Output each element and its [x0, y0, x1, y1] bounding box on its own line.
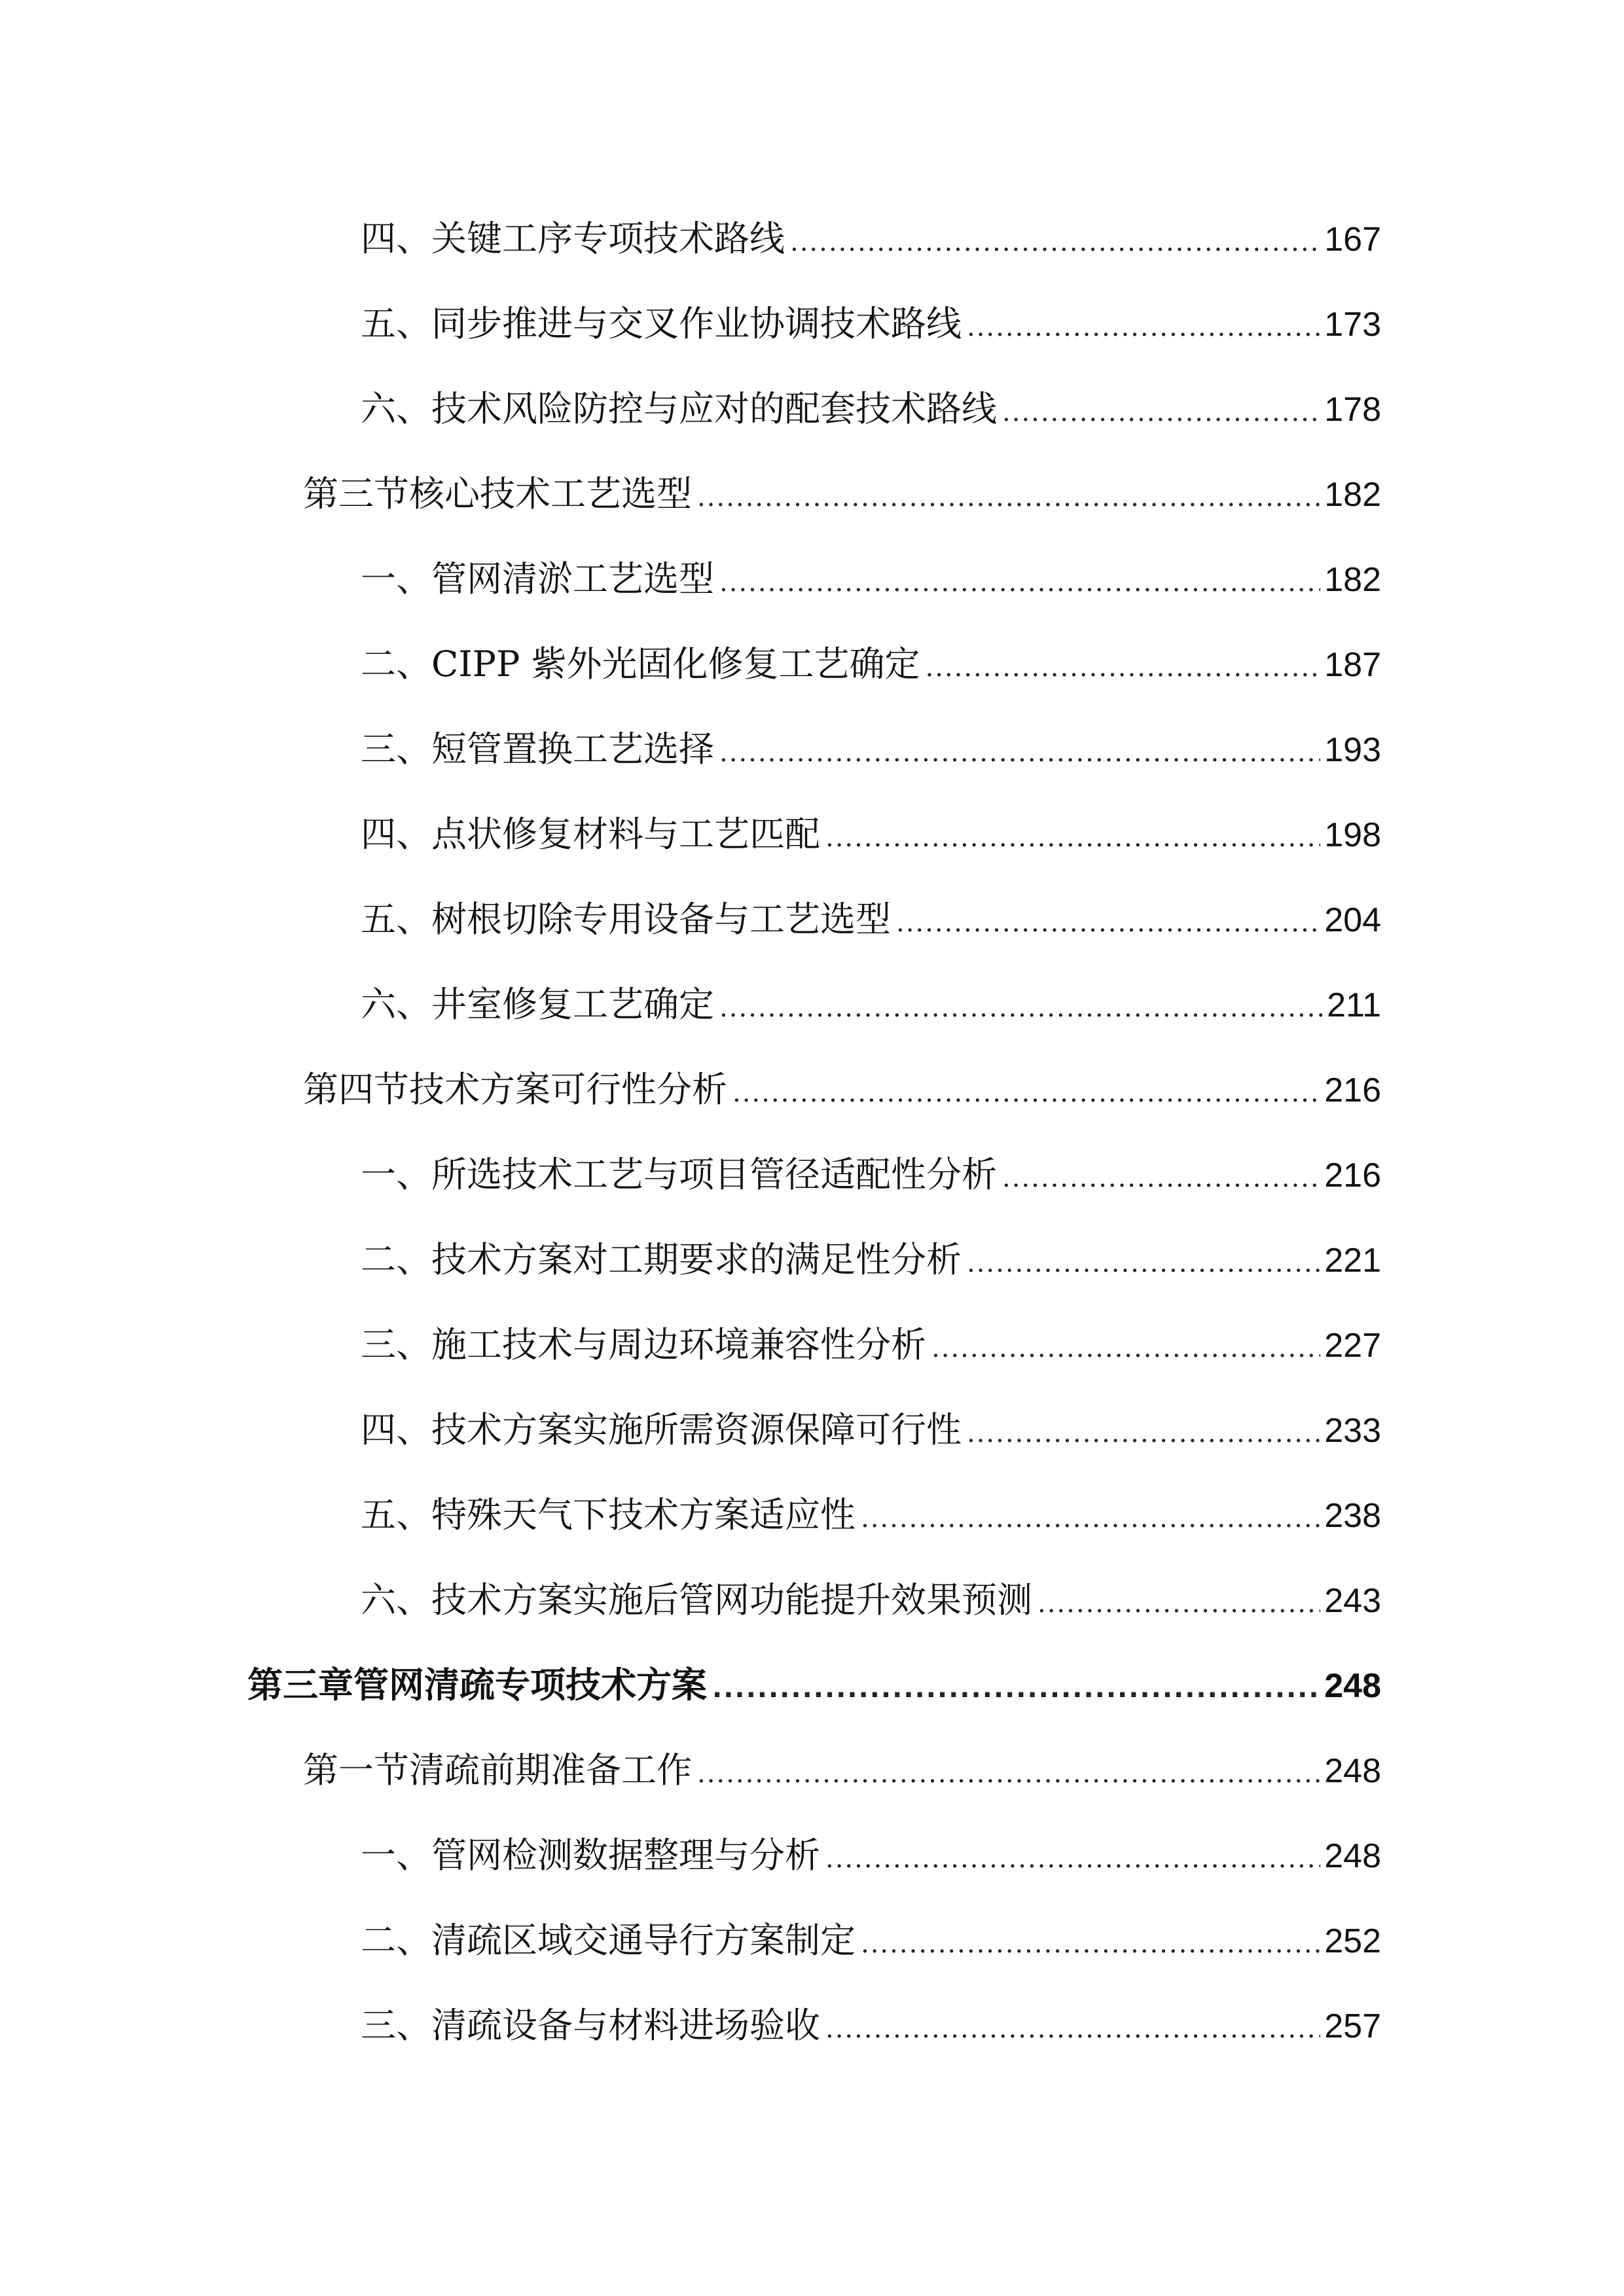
toc-entry-title: 第一节清疏前期准备工作	[303, 1749, 692, 1791]
toc-entry[interactable]	[303, 1744, 1381, 1797]
toc-page-number: 187	[1324, 646, 1381, 684]
toc-entry-title: 四、技术方案实施所需资源保障可行性	[361, 1409, 962, 1450]
toc-page-number: 216	[1324, 1157, 1381, 1194]
toc-entry-title: 四、关键工序专项技术路线	[361, 218, 785, 259]
toc-dot-leader	[1002, 1152, 1320, 1204]
toc-dot-leader	[861, 1918, 1320, 1970]
toc-entry[interactable]	[361, 1829, 1381, 1882]
toc-page-number: 182	[1324, 561, 1381, 599]
toc-entry-title: 六、技术方案实施后管网功能提升效果预测	[361, 1579, 1032, 1621]
toc-dot-leader	[825, 812, 1320, 864]
toc-dot-leader	[712, 1662, 1320, 1715]
toc-entry-title: 六、井室修复工艺确定	[361, 984, 714, 1025]
toc-dot-leader	[790, 216, 1320, 268]
toc-entry[interactable]	[361, 1489, 1381, 1541]
toc-entry[interactable]	[361, 638, 1381, 691]
toc-page-number: 221	[1324, 1242, 1381, 1280]
toc-entry-title: 一、管网清淤工艺选型	[361, 558, 714, 600]
toc-page-number: 211	[1327, 986, 1381, 1024]
toc-dot-leader	[1038, 1577, 1320, 1630]
toc-entry[interactable]	[361, 1574, 1381, 1626]
toc-entry-title: 六、技术风险防控与应对的配套技术路线	[361, 388, 997, 429]
toc-dot-leader	[719, 556, 1320, 609]
toc-dot-leader	[967, 1237, 1320, 1289]
toc-entry-title: 一、管网检测数据整理与分析	[361, 1835, 820, 1876]
toc-dot-leader	[825, 2003, 1320, 2055]
toc-entry[interactable]	[303, 1064, 1381, 1116]
toc-page-number: 243	[1324, 1582, 1381, 1620]
toc-page-number: 233	[1324, 1412, 1381, 1450]
toc-entry-title: 二、CIPP 紫外光固化修复工艺确定	[361, 643, 920, 685]
toc-entry-title: 三、清疏设备与材料进场验收	[361, 2005, 820, 2046]
toc-entry-title: 五、特殊天气下技术方案适应性	[361, 1494, 856, 1535]
toc-dot-leader	[719, 726, 1320, 779]
toc-entry-title: 四、点状修复材料与工艺匹配	[361, 814, 820, 855]
toc-entry[interactable]	[361, 1149, 1381, 1201]
toc-entry-title: 五、树根切除专用设备与工艺选型	[361, 899, 891, 940]
toc-entry[interactable]	[361, 808, 1381, 861]
toc-dot-leader	[719, 982, 1323, 1034]
toc-page-number: 227	[1324, 1327, 1381, 1365]
toc-entry-title: 二、清疏区域交通导行方案制定	[361, 1920, 856, 1961]
toc-entry[interactable]	[361, 1319, 1381, 1371]
toc-page-number: 257	[1324, 2007, 1381, 2045]
toc-page-number: 216	[1324, 1071, 1381, 1109]
toc-dot-leader	[931, 1322, 1320, 1374]
toc-entry[interactable]	[361, 978, 1381, 1031]
toc-entry[interactable]	[361, 1914, 1381, 1967]
toc-entry[interactable]	[361, 213, 1381, 265]
toc-dot-leader	[967, 301, 1320, 353]
toc-dot-leader	[861, 1492, 1320, 1545]
toc-dot-leader	[967, 1407, 1320, 1460]
toc-entry-title: 二、技术方案对工期要求的满足性分析	[361, 1239, 962, 1280]
toc-entry[interactable]	[361, 298, 1381, 350]
toc-entry[interactable]	[361, 1404, 1381, 1456]
toc-entry-title: 第三节核心技术工艺选型	[303, 473, 692, 514]
toc-page-number: 182	[1324, 476, 1381, 514]
toc-entry[interactable]	[361, 553, 1381, 605]
toc-page-number: 248	[1324, 1752, 1381, 1790]
toc-entry[interactable]	[361, 1234, 1381, 1286]
toc-entry-title: 第三章管网清疏专项技术方案	[247, 1664, 707, 1706]
toc-entry-title: 五、同步推进与交叉作业协调技术路线	[361, 303, 962, 344]
toc-entry-title: 一、所选技术工艺与项目管径适配性分析	[361, 1154, 997, 1195]
toc-page-number: 167	[1324, 221, 1381, 259]
toc-page-number: 198	[1324, 816, 1381, 854]
toc-entry-title: 三、短管置换工艺选择	[361, 728, 714, 770]
toc-entry[interactable]	[303, 468, 1381, 520]
toc-page-number: 193	[1324, 731, 1381, 769]
toc-entry[interactable]	[361, 893, 1381, 946]
toc-entry-title: 三、施工技术与周边环境兼容性分析	[361, 1324, 926, 1365]
toc-dot-leader	[896, 897, 1320, 949]
toc-page-number: 248	[1324, 1837, 1381, 1875]
toc-dot-leader	[825, 1833, 1320, 1885]
toc-page-number: 204	[1324, 901, 1381, 939]
toc-dot-leader	[732, 1067, 1320, 1119]
toc-dot-leader	[925, 641, 1320, 694]
toc-entry[interactable]	[361, 2000, 1381, 2052]
toc-dot-leader	[697, 471, 1320, 524]
toc-page-number: 173	[1324, 306, 1381, 344]
toc-entry-title: 第四节技术方案可行性分析	[303, 1069, 727, 1110]
toc-dot-leader	[1002, 386, 1320, 439]
toc-page-number: 178	[1324, 391, 1381, 429]
toc-page-number: 248	[1324, 1667, 1381, 1705]
toc-page-number: 238	[1324, 1497, 1381, 1535]
toc-page-number: 252	[1324, 1922, 1381, 1960]
toc-entry[interactable]	[361, 723, 1381, 776]
toc-entry[interactable]	[361, 383, 1381, 435]
toc-dot-leader	[697, 1748, 1320, 1800]
toc-entry[interactable]	[247, 1659, 1381, 1712]
